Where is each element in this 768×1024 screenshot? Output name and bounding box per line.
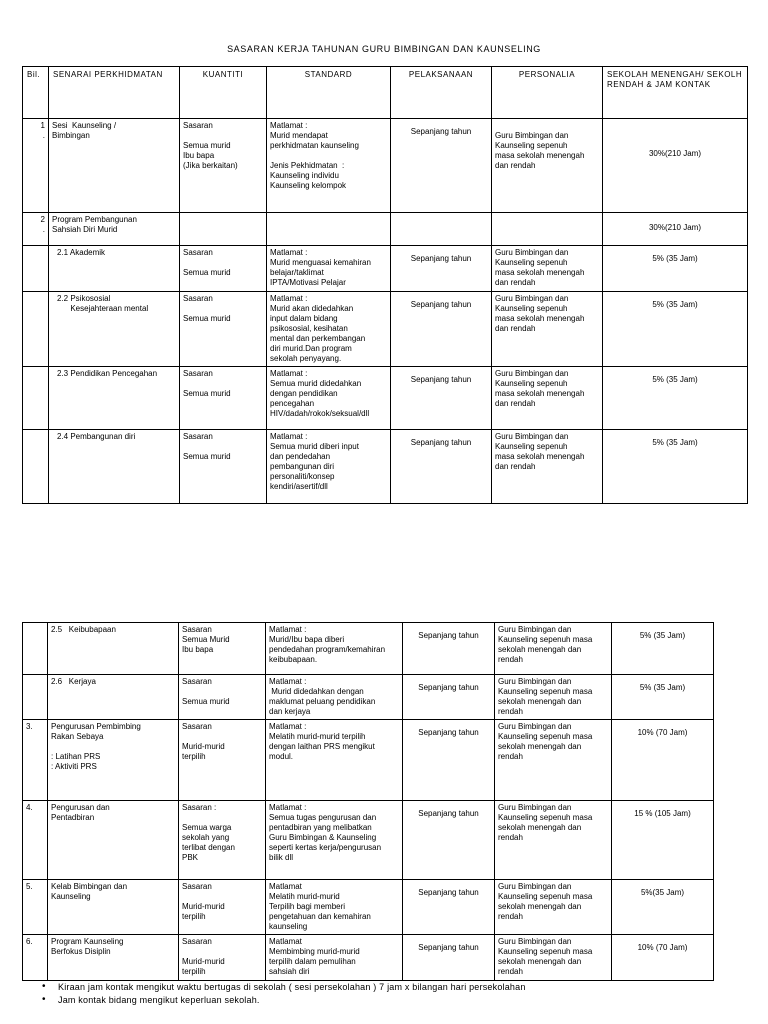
table-row (23, 119, 748, 213)
cell-kuantiti: Sasaran Semua murid (180, 292, 267, 367)
table-row (23, 720, 714, 801)
cell-bil: 3. (23, 720, 48, 801)
cell-kuantiti (180, 213, 267, 246)
cell-bil: 5. (23, 880, 48, 935)
cell-sekolah: 5% (35 Jam) (603, 367, 748, 430)
cell-pelaksanaan: Sepanjang tahun (403, 675, 495, 720)
cell-personalia: Guru Bimbingan dan Kaunseling sepenuh masa sekolah menengah dan rendah (492, 430, 603, 504)
cell-kuantiti: Sasaran Semua murid (179, 675, 266, 720)
table-row (23, 246, 748, 292)
cell-pelaksanaan: Sepanjang tahun (403, 623, 495, 675)
header-bil: Bil. (23, 67, 49, 119)
cell-kuantiti: Sasaran Murid-murid terpilih (179, 720, 266, 801)
cell-senarai: 2.2 Psikososial Kesejahteraan mental (49, 292, 180, 367)
table-row (23, 935, 714, 981)
header-standard: STANDARD (267, 67, 391, 119)
cell-sekolah: 15 % (105 Jam) (612, 801, 714, 880)
cell-bil: 6. (23, 935, 48, 981)
table-row (23, 675, 714, 720)
cell-senarai: 2.4 Pembangunan diri (49, 430, 180, 504)
cell-standard: Matlamat : Semua tugas pengurusan dan pentadbiran yang melibatkan Guru Bimbingan & Kaunseling seperti kertas kerja/pengurusan bilik dll (266, 801, 403, 880)
cell-standard: Matlamat : Semua murid didedahkan dengan pendidikan pencegahan HIV/dadah/rokok/seksual/dll (267, 367, 391, 430)
cell-personalia: Guru Bimbingan dan Kaunseling sepenuh masa sekolah menengah dan rendah (492, 367, 603, 430)
cell-personalia (492, 213, 603, 246)
cell-sekolah: 5% (35 Jam) (612, 675, 714, 720)
cell-pelaksanaan: Sepanjang tahun (403, 720, 495, 801)
cell-pelaksanaan (391, 213, 492, 246)
cell-kuantiti: Sasaran : Semua warga sekolah yang terlibat dengan PBK (179, 801, 266, 880)
cell-personalia: Guru Bimbingan dan Kaunseling sepenuh masa sekolah menengah dan rendah (495, 880, 612, 935)
cell-sekolah: 10% (70 Jam) (612, 720, 714, 801)
cell-standard: Matlamat : Murid menguasai kemahiran belajar/taklimat IPTA/Motivasi Pelajar (267, 246, 391, 292)
table-row (23, 292, 748, 367)
cell-bil: 4. (23, 801, 48, 880)
cell-senarai: Sesi Kaunseling / Bimbingan (49, 119, 180, 213)
cell-kuantiti: Sasaran Semua murid (180, 367, 267, 430)
cell-sekolah: 30%(210 Jam) (603, 213, 748, 246)
page-title: SASARAN KERJA TAHUNAN GURU BIMBINGAN DAN KAUNSELING (227, 44, 541, 54)
footnote-item: • Kiraan jam kontak mengikut waktu bertugas di sekolah ( sesi persekolahan ) 7 jam x bilangan hari persekolahan (40, 982, 526, 995)
table-row (23, 367, 748, 430)
cell-kuantiti: Sasaran Semua murid Ibu bapa (Jika berkaitan) (180, 119, 267, 213)
table-services-2 (22, 622, 714, 981)
table-row (23, 880, 714, 935)
cell-bil (23, 292, 49, 367)
cell-pelaksanaan: Sepanjang tahun (403, 801, 495, 880)
cell-personalia: Guru Bimbingan dan Kaunseling sepenuh masa sekolah menengah dan rendah (495, 623, 612, 675)
cell-standard: Matlamat : Murid akan didedahkan input dalam bidang psikososial, kesihatan mental dan perkembangan diri murid.Dan program sekolah penyayang. (267, 292, 391, 367)
cell-personalia: Guru Bimbingan dan Kaunseling sepenuh masa sekolah menengah dan rendah (495, 675, 612, 720)
header-kuantiti: KUANTITI (180, 67, 267, 119)
cell-senarai: 2.6 Kerjaya (48, 675, 179, 720)
cell-kuantiti: Sasaran Murid-murid terpilih (179, 880, 266, 935)
table-services-1 (22, 66, 748, 504)
cell-bil (23, 675, 48, 720)
header-personalia: PERSONALIA (492, 67, 603, 119)
cell-standard: Matlamat : Murid/Ibu bapa diberi pendedahan program/kemahiran keibubapaan. (266, 623, 403, 675)
cell-bil: 2 . (23, 213, 49, 246)
footnote-item: • Jam kontak bidang mengikut keperluan sekolah. (40, 995, 526, 1008)
cell-kuantiti: Sasaran Semua murid (180, 430, 267, 504)
cell-kuantiti: Sasaran Semua Murid Ibu bapa (179, 623, 266, 675)
cell-senarai: 2.3 Pendidikan Pencegahan (49, 367, 180, 430)
cell-bil (23, 623, 48, 675)
cell-pelaksanaan: Sepanjang tahun (391, 430, 492, 504)
cell-standard: Matlamat : Murid mendapat perkhidmatan kaunseling Jenis Pekhidmatan : Kaunseling individu Kaunseling kelompok (267, 119, 391, 213)
cell-senarai: Program Kaunseling Berfokus Disiplin (48, 935, 179, 981)
cell-senarai: Pengurusan Pembimbing Rakan Sebaya : Latihan PRS : Aktiviti PRS (48, 720, 179, 801)
cell-bil (23, 246, 49, 292)
cell-senarai: Kelab Bimbingan dan Kaunseling (48, 880, 179, 935)
footnotes (40, 982, 526, 1008)
cell-senarai: 2.5 Keibubapaan (48, 623, 179, 675)
cell-personalia: Guru Bimbingan dan Kaunseling sepenuh masa sekolah menengah dan rendah (495, 801, 612, 880)
cell-personalia: Guru Bimbingan dan Kaunseling sepenuh masa sekolah menengah dan rendah (492, 119, 603, 213)
cell-personalia: Guru Bimbingan dan Kaunseling sepenuh masa sekolah menengah dan rendah (495, 935, 612, 981)
cell-senarai: Program Pembangunan Sahsiah Diri Murid (49, 213, 180, 246)
cell-standard: Matlamat Membimbing murid-murid terpilih dalam pemulihan sahsiah diri (266, 935, 403, 981)
header-sekolah: SEKOLAH MENENGAH/ SEKOLH RENDAH & JAM KONTAK (603, 67, 748, 119)
cell-standard: Matlamat : Melatih murid-murid terpilih dengan laithan PRS mengikut modul. (266, 720, 403, 801)
table-row (23, 213, 748, 246)
cell-sekolah: 30%(210 Jam) (603, 119, 748, 213)
cell-standard: Matlamat : Murid didedahkan dengan maklumat peluang pendidikan dan kerjaya (266, 675, 403, 720)
cell-pelaksanaan: Sepanjang tahun (403, 935, 495, 981)
cell-pelaksanaan: Sepanjang tahun (391, 292, 492, 367)
cell-personalia: Guru Bimbingan dan Kaunseling sepenuh masa sekolah menengah dan rendah (492, 246, 603, 292)
cell-pelaksanaan: Sepanjang tahun (391, 119, 492, 213)
cell-kuantiti: Sasaran Murid-murid terpilih (179, 935, 266, 981)
cell-sekolah: 5% (35 Jam) (603, 246, 748, 292)
table-row (23, 430, 748, 504)
cell-personalia: Guru Bimbingan dan Kaunseling sepenuh masa sekolah menengah dan rendah (492, 292, 603, 367)
cell-senarai: Pengurusan dan Pentadbiran (48, 801, 179, 880)
table-header-row (23, 67, 748, 119)
cell-sekolah: 5% (35 Jam) (612, 623, 714, 675)
cell-sekolah: 5% (35 Jam) (603, 430, 748, 504)
table-row (23, 623, 714, 675)
cell-sekolah: 10% (70 Jam) (612, 935, 714, 981)
header-senarai: SENARAI PERKHIDMATAN (49, 67, 180, 119)
cell-pelaksanaan: Sepanjang tahun (403, 880, 495, 935)
cell-standard: Matlamat : Semua murid diberi input dan pendedahan pembangunan diri personaliti/konsep kendiri/asertif/dll (267, 430, 391, 504)
cell-personalia: Guru Bimbingan dan Kaunseling sepenuh masa sekolah menengah dan rendah (495, 720, 612, 801)
cell-standard: Matlamat Melatih murid-murid Terpilih bagi memberi pengetahuan dan kemahiran kaunseling (266, 880, 403, 935)
cell-bil (23, 430, 49, 504)
cell-pelaksanaan: Sepanjang tahun (391, 367, 492, 430)
cell-bil: 1 . (23, 119, 49, 213)
cell-bil (23, 367, 49, 430)
cell-senarai: 2.1 Akademik (49, 246, 180, 292)
cell-sekolah: 5% (35 Jam) (603, 292, 748, 367)
header-pelaksanaan: PELAKSANAAN (391, 67, 492, 119)
cell-sekolah: 5%(35 Jam) (612, 880, 714, 935)
cell-pelaksanaan: Sepanjang tahun (391, 246, 492, 292)
cell-kuantiti: Sasaran Semua murid (180, 246, 267, 292)
cell-standard (267, 213, 391, 246)
table-row (23, 801, 714, 880)
